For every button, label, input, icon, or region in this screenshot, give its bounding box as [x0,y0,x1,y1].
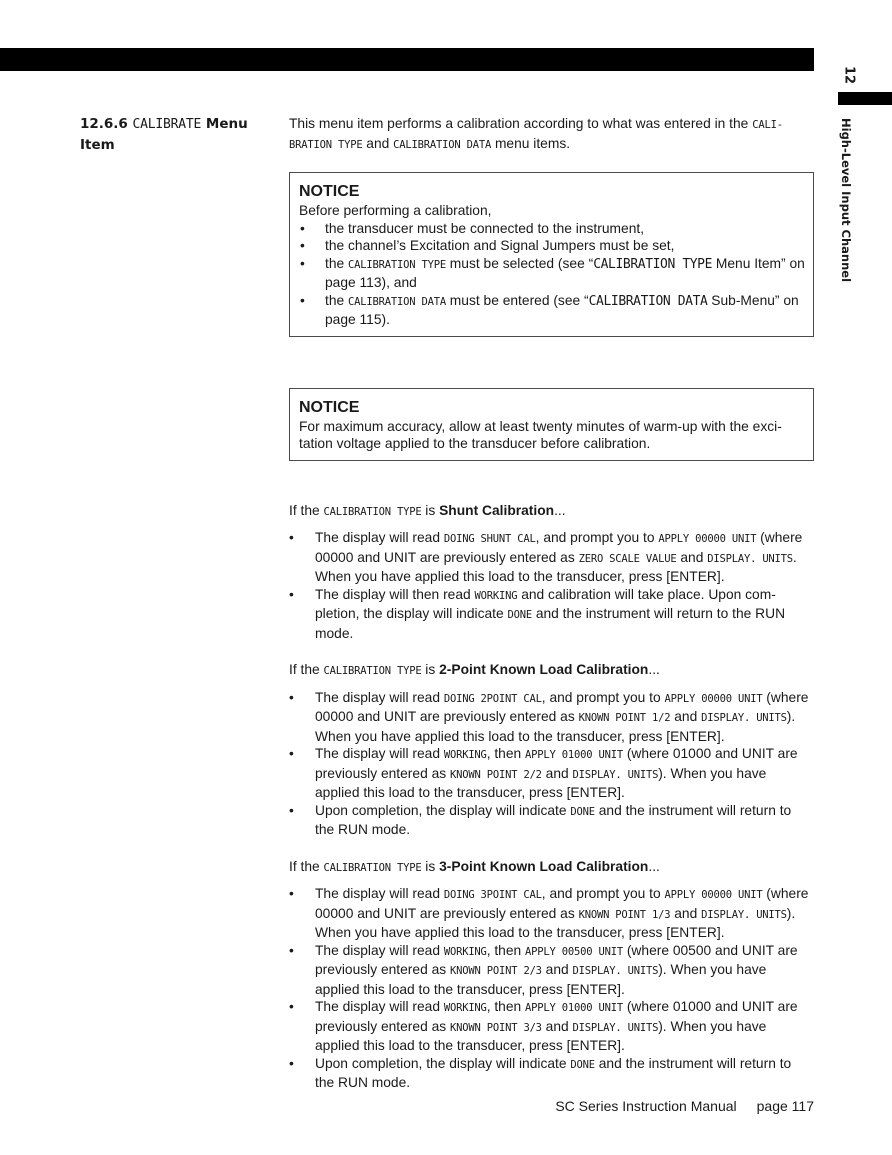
menu-term: CALIBRATION TYPE [348,258,446,271]
calibration-name: 2-Point Known Load Calibration [439,662,649,677]
chapter-tab-marker [838,92,892,105]
item-text: (where 00000 and UNIT are previously entered as [315,530,803,565]
calibration-name: 3-Point Known Load Calibration [439,858,649,874]
item-text: the [325,292,349,308]
lead-text: is [421,662,440,677]
menu-term: CALIBRATION DATA [393,138,492,151]
item-text: and the instrument will return to the RUN mode. [315,1055,792,1090]
menu-term: CALIBRATION TYPE [323,505,422,518]
menu-term: DISPLAY. UNITS [707,552,793,565]
calibration-name: Shunt Calibration [439,502,555,518]
item-text: Menu Item” on page 113), and [325,255,805,290]
list-item [289,689,814,746]
page-number: page 117 [756,1098,814,1114]
display-text: DONE [507,609,532,621]
display-text: APPLY 01000 UNIT [525,1002,623,1014]
menu-term: CALIBRATION DATA [348,295,446,308]
menu-term: CALI- [752,119,783,131]
menu-term: DISPLAY. UNITS [701,908,787,921]
item-text: Sub-Menu” on page 115). [325,292,799,327]
page-footer [555,1098,814,1114]
intro-paragraph [289,115,814,154]
twopoint-lead [289,661,814,681]
display-text: WORKING [443,749,487,761]
twopoint-steps [289,689,814,839]
item-text: , and prompt you to [541,689,665,705]
list-item [289,998,814,1055]
item-text: The display will read [315,530,444,545]
menu-term: KNOWN POINT 2/3 [449,965,542,977]
menu-term: DISPLAY. UNITS [572,1021,659,1034]
item-text: and [670,905,702,921]
item-text: the [325,255,349,271]
lead-text: ... [648,858,660,874]
item-text: ). When you have applied this load to the transducer, press [ENTER]. [315,765,767,800]
item-text: , then [486,942,526,958]
item-text: ). When you have applied this load to the transducer, press [ENTER]. [315,1018,767,1053]
list-item [289,885,814,942]
menu-term: ZERO SCALE VALUE [578,552,677,565]
intro-text: and [362,135,394,151]
notice-lead: Before performing a calibration, [299,203,492,218]
list-item [289,942,814,999]
item-text: . When you have applied this load to the transducer, press [ENTER]. [315,549,797,584]
menu-term: BRATION TYPE [289,138,363,151]
list-item: • the transducer must be connected to the instrument, [299,220,805,238]
item-text: , then [486,746,526,761]
item-text: and [676,549,708,565]
item-text: and [541,1018,573,1034]
notice-title: NOTICE [299,398,360,416]
item-text: and [541,765,573,781]
display-text: APPLY 00500 UNIT [525,945,623,958]
display-text: APPLY 00000 UNIT [664,889,763,901]
header-bar [0,48,814,71]
item-text: The display will then read [315,586,475,602]
item-text: , and prompt you to [541,886,665,901]
item-text: The display will read [315,886,444,901]
section-heading [80,114,265,156]
menu-term: CALIBRATION TYPE [323,665,422,677]
lead-text: If the [289,502,324,518]
item-text: (where 00500 and UNIT are previously entered as [315,942,798,977]
item-text: must be selected (see “ [445,255,594,271]
list-item [289,529,814,586]
intro-text: menu items. [491,135,571,151]
lead-text: ... [554,502,566,518]
item-text: Upon completion, the display will indicate [315,1055,571,1071]
display-text: APPLY 00000 UNIT [658,533,757,545]
manual-title: SC Series Instruction Manual [555,1098,737,1114]
section-number: 12.6.6 [80,116,128,132]
display-text: APPLY 00000 UNIT [664,692,763,705]
menu-term: CALIBRATION TYPE [593,256,713,272]
list-item [289,802,814,839]
item-text: must be entered (see “ [445,292,589,308]
menu-term: KNOWN POINT 2/2 [449,768,542,781]
item-text: and [670,709,702,724]
section-keyword: CALIBRATE [132,117,202,132]
shunt-steps [289,529,814,642]
lead-text: If the [289,662,324,677]
item-text: (where 01000 and UNIT are previously entered as [315,999,798,1034]
list-item: • the channel’s Excitation and Signal Jumpers must be set, [299,237,805,255]
section-title: Menu [205,116,248,132]
display-text: APPLY 01000 UNIT [525,749,623,761]
item-text: and [541,962,573,977]
threepoint-lead [289,858,814,878]
lead-text: is [421,502,440,518]
item-text: , then [486,999,526,1014]
item-text: The display will read [315,689,444,705]
menu-term: CALIBRATION DATA [588,293,708,309]
chapter-title: High-Level Input Channel [839,118,853,283]
menu-term: KNOWN POINT 3/3 [449,1021,542,1034]
menu-term: KNOWN POINT 1/2 [578,712,671,724]
item-text: and the instrument will return to the RUN mode. [315,802,792,837]
item-text: ). When you have applied this load to the transducer, press [ENTER]. [315,709,796,744]
notice-title: NOTICE [299,183,360,200]
menu-term: DISPLAY. UNITS [572,768,659,781]
item-text: , and prompt you to [535,530,659,545]
notice-box-2 [289,388,814,461]
list-item [289,1055,814,1092]
display-text: WORKING [443,945,487,958]
intro-text: This menu item performs a calibration according to what was entered in the [289,116,749,131]
section-title-line2: Item [80,137,115,153]
list-item [289,745,814,802]
shunt-lead [289,502,814,522]
display-text: WORKING [474,589,518,602]
item-text: The display will read [315,746,444,761]
display-text: DOING 2POINT CAL [443,692,542,705]
display-text: DOING 3POINT CAL [443,889,542,901]
lead-text: is [421,858,440,874]
notice-list [299,220,805,329]
item-text: (where 00000 and UNIT are previously entered as [315,886,809,921]
menu-term: DISPLAY. UNITS [701,712,787,724]
list-item [299,255,805,292]
list-item [289,586,814,643]
item-text: The display will read [315,942,444,958]
display-text: DOING SHUNT CAL [443,533,536,545]
item-text: ). When you have applied this load to the transducer, press [ENTER]. [315,905,796,940]
item-text: and calibration will take place. Upon com-pletion, the display will indicate [315,586,776,621]
item-text: and the instrument will return to the RUN mode. [315,606,786,641]
display-text: DONE [570,1058,595,1071]
chapter-number: 12 [841,65,857,85]
menu-term: CALIBRATION TYPE [323,861,422,874]
notice-text: For maximum accuracy, allow at least twenty minutes of warm-up with the exci-tation voltage applied to the transducer before calibration. [299,418,782,451]
threepoint-steps [289,885,814,1092]
item-text: (where 01000 and UNIT are previously entered as [315,746,798,781]
item-text: The display will read [315,999,444,1014]
menu-term: DISPLAY. UNITS [572,965,659,977]
menu-term: KNOWN POINT 1/3 [578,908,671,921]
item-text: (where 00000 and UNIT are previously entered as [315,689,809,724]
list-item [299,292,805,329]
display-text: DONE [570,805,595,818]
lead-text: ... [648,662,660,677]
item-text: Upon completion, the display will indicate [315,802,571,818]
item-text: ). When you have applied this load to the transducer, press [ENTER]. [315,962,767,997]
notice-box-1 [289,172,814,337]
display-text: WORKING [443,1002,487,1014]
lead-text: If the [289,858,324,874]
main-content [289,115,814,1092]
